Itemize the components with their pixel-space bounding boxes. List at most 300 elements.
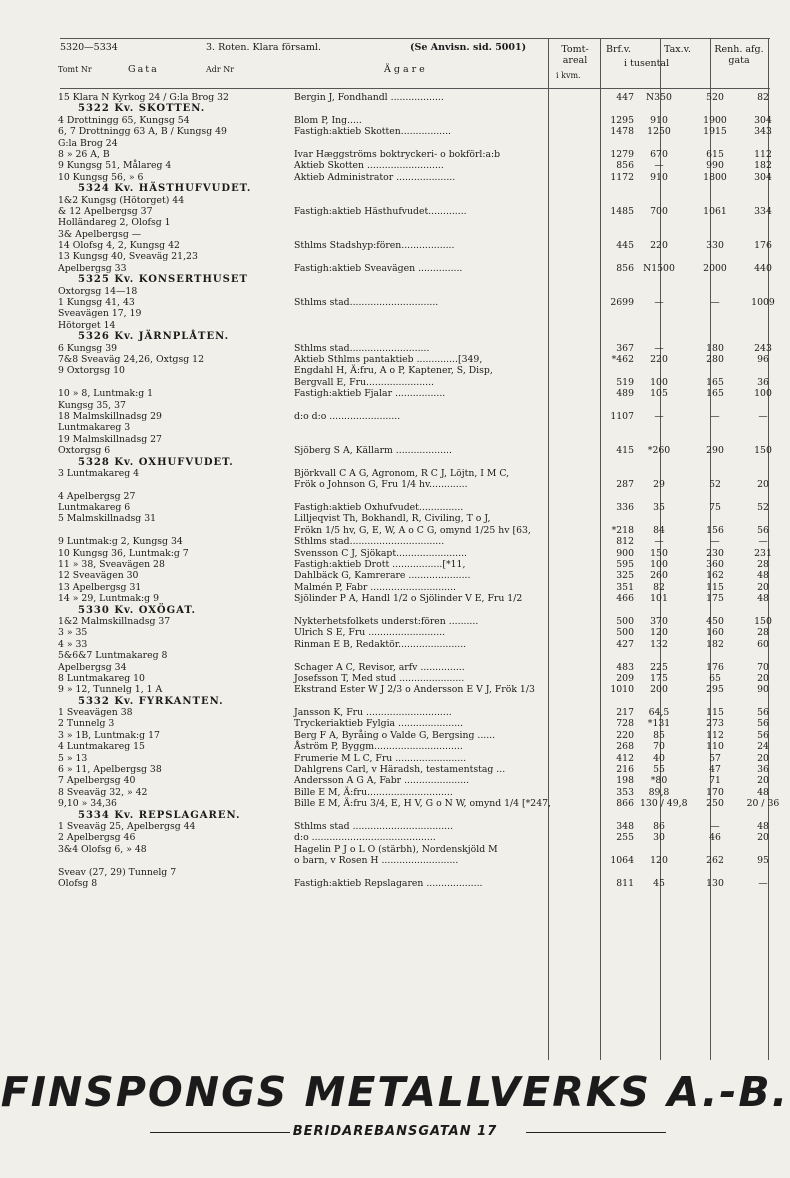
address-cell: Luntmakareg 6 bbox=[58, 502, 131, 514]
tax-value-cell: 262 bbox=[706, 855, 724, 867]
area-cell: 447 bbox=[616, 92, 634, 103]
table-row bbox=[58, 422, 770, 433]
renh-cell: 20 / 36 bbox=[746, 798, 780, 810]
renh-cell: 334 bbox=[754, 205, 772, 217]
owner-cell: Malmén P, Fabr ............................. bbox=[294, 581, 456, 593]
brf-value-cell: — bbox=[654, 297, 664, 309]
area-cell: 856 bbox=[616, 262, 634, 274]
area-cell: 1485 bbox=[610, 205, 634, 217]
table-row bbox=[58, 525, 770, 536]
address-cell: Sveav (27, 29) Tunnelg 7 bbox=[58, 866, 177, 878]
brf-value-cell: — bbox=[654, 410, 664, 422]
table-row bbox=[58, 92, 770, 103]
tax-value-cell: 65 bbox=[709, 672, 721, 684]
tax-value-cell: 330 bbox=[706, 240, 724, 252]
owner-cell: Fastigh:aktieb Oxhufvudet............... bbox=[294, 502, 464, 514]
renh-cell: 343 bbox=[754, 126, 772, 138]
block-heading bbox=[58, 103, 770, 114]
renh-cell: 440 bbox=[754, 262, 772, 274]
address-cell: 14 » 29, Luntmak:g 9 bbox=[58, 593, 159, 605]
renh-cell: 20 bbox=[757, 752, 769, 764]
owner-cell: Tryckeriaktieb Fylgia ...................... bbox=[294, 718, 464, 730]
brf-value-cell: 700 bbox=[650, 205, 668, 217]
address-cell: Oxtorgsg 14—18 bbox=[58, 285, 138, 297]
address-cell: 3 Luntmakareg 4 bbox=[58, 467, 140, 479]
renh-cell: 304 bbox=[754, 171, 772, 183]
owner-cell: Dahlbäck G, Kamrerare ..................... bbox=[294, 570, 471, 582]
owner-cell: Aktieb Skotten .......................... bbox=[294, 160, 444, 172]
see-also-note: (Se Anvisn. sid. 5001) bbox=[410, 42, 527, 53]
owner-cell: Lilljeqvist Th, Bokhandl, R, Civiling, T o J, bbox=[294, 513, 491, 525]
owner-cell: Berg F A, Byråing o Valde G, Bergsing ...... bbox=[294, 729, 496, 741]
tax-value-cell: 520 bbox=[706, 92, 724, 103]
table-row bbox=[58, 639, 770, 650]
table-row bbox=[58, 730, 770, 741]
tax-value-cell: 450 bbox=[706, 615, 724, 627]
block-title: 5322 Kv. SKOTTEN. bbox=[78, 103, 206, 115]
owner-cell: Jansson K, Fru ............................. bbox=[294, 707, 452, 719]
advert-company-name: FINSPONGS METALLVERKS A.-B. bbox=[0, 1068, 790, 1116]
area-cell: 519 bbox=[616, 376, 634, 388]
renh-cell: 48 bbox=[757, 821, 769, 832]
brf-value-cell: — bbox=[654, 342, 664, 354]
owner-cell: Engdahl H, Ä:fru, A o P, Kaptener, S, Disp, bbox=[294, 365, 493, 377]
address-cell: 5&6&7 Luntmakareg 8 bbox=[58, 650, 168, 662]
owner-cell: Ulrich S E, Fru .......................... bbox=[294, 627, 446, 639]
owner-cell: Schager A C, Revisor, arfv ............... bbox=[294, 661, 465, 673]
renh-cell: 36 bbox=[757, 376, 769, 388]
brf-value-cell: 55 bbox=[653, 764, 665, 776]
area-cell: 483 bbox=[616, 661, 634, 673]
owner-cell: Rinman E B, Redaktör....................... bbox=[294, 638, 467, 650]
brf-value-cell: 220 bbox=[650, 353, 668, 365]
table-row bbox=[58, 491, 770, 502]
tax-value-cell: 112 bbox=[706, 729, 724, 741]
owner-cell: Ekstrand Ester W J 2/3 o Andersson E V J, Frök 1/3 bbox=[294, 684, 535, 696]
area-cell: 500 bbox=[616, 615, 634, 627]
table-row bbox=[58, 650, 770, 661]
table-row bbox=[58, 616, 770, 627]
address-cell: 13 Kungsg 40, Sveaväg 21,23 bbox=[58, 251, 198, 263]
table-row bbox=[58, 400, 770, 411]
address-cell: 9 Luntmak:g 2, Kungsg 34 bbox=[58, 536, 183, 548]
brf-value-cell: 45 bbox=[653, 877, 665, 889]
address-cell: 3 » 1B, Luntmak:g 17 bbox=[58, 729, 160, 741]
address-cell: Hötorget 14 bbox=[58, 319, 116, 331]
renh-cell: 243 bbox=[754, 342, 772, 354]
address-cell: 13 Apelbergsg 31 bbox=[58, 581, 142, 593]
brf-value-cell: 120 bbox=[650, 855, 668, 867]
address-cell: 3 » 35 bbox=[58, 627, 88, 639]
address-cell: 9 Kungsg 51, Målareg 4 bbox=[58, 160, 172, 172]
brf-value-cell: 89,8 bbox=[648, 786, 670, 798]
area-cell: 412 bbox=[616, 752, 634, 764]
col-header-adr-nr: Adr Nr bbox=[206, 65, 235, 74]
brf-value-cell: N350 bbox=[646, 92, 672, 103]
brf-value-cell: *260 bbox=[647, 445, 671, 457]
header-rule bbox=[60, 38, 770, 39]
table-row bbox=[58, 115, 770, 126]
area-cell: 427 bbox=[616, 638, 634, 650]
owner-cell: Fastigh:aktieb Fjalar ................. bbox=[294, 388, 446, 400]
area-cell: 856 bbox=[616, 160, 634, 172]
brf-value-cell: 84 bbox=[653, 524, 665, 536]
address-cell: 5 Malmskillnadsg 31 bbox=[58, 513, 157, 525]
owner-cell: o barn, v Rosen H .......................... bbox=[294, 855, 459, 867]
renh-cell: 96 bbox=[757, 353, 769, 365]
owner-cell: Frumerie M L C, Fru ........................ bbox=[294, 752, 467, 764]
area-cell: 466 bbox=[616, 593, 634, 605]
table-row bbox=[58, 513, 770, 524]
renh-cell: 100 bbox=[754, 388, 772, 400]
address-cell: 5 » 13 bbox=[58, 752, 88, 764]
tax-value-cell: 57 bbox=[709, 752, 721, 764]
tax-value-cell: 75 bbox=[709, 502, 721, 514]
renh-cell: 48 bbox=[757, 786, 769, 798]
table-row bbox=[58, 536, 770, 547]
address-cell: 14 Olofsg 4, 2, Kungsg 42 bbox=[58, 240, 180, 252]
tax-value-cell: 170 bbox=[706, 786, 724, 798]
table-row bbox=[58, 855, 770, 866]
address-cell: 4 Luntmakareg 15 bbox=[58, 741, 145, 753]
block-title: 5325 Kv. KONSERTHUSET bbox=[78, 274, 248, 286]
address-cell: Oxtorgsg 6 bbox=[58, 445, 111, 457]
renh-cell: 56 bbox=[757, 729, 769, 741]
owner-cell: Frökn 1/5 hv, G, E, W, A o C G, omynd 1/25 hv [63, bbox=[294, 524, 531, 536]
block-title: 5324 Kv. HÄSTHUFVUDET. bbox=[78, 183, 252, 195]
tax-value-cell: 1915 bbox=[703, 126, 727, 138]
renh-cell: 20 bbox=[757, 832, 769, 844]
owner-cell: Bille E M, Ä:fru............................. bbox=[294, 786, 453, 798]
address-cell: 2 Apelbergsg 46 bbox=[58, 832, 136, 844]
tax-value-cell: 250 bbox=[706, 798, 724, 810]
table-row bbox=[58, 149, 770, 160]
renh-cell: 56 bbox=[757, 707, 769, 719]
table-row bbox=[58, 878, 770, 889]
brf-value-cell: 260 bbox=[650, 570, 668, 582]
area-cell: 351 bbox=[616, 581, 634, 593]
renh-cell: 36 bbox=[757, 764, 769, 776]
brf-value-cell: 85 bbox=[653, 729, 665, 741]
address-cell: 10 Kungsg 36, Luntmak:g 7 bbox=[58, 547, 189, 559]
table-row bbox=[58, 718, 770, 729]
table-row bbox=[58, 867, 770, 878]
table-row bbox=[58, 388, 770, 399]
table-row bbox=[58, 160, 770, 171]
address-cell: Luntmakareg 3 bbox=[58, 422, 131, 434]
address-cell: Sveavägen 17, 19 bbox=[58, 308, 142, 320]
renh-cell: 176 bbox=[754, 240, 772, 252]
block-heading bbox=[58, 457, 770, 468]
renh-cell: 28 bbox=[757, 559, 769, 571]
brf-value-cell: 220 bbox=[650, 240, 668, 252]
renh-cell: 70 bbox=[757, 661, 769, 673]
block-title: 5326 Kv. JÄRNPLÅTEN. bbox=[78, 331, 230, 343]
renh-cell: 95 bbox=[757, 855, 769, 867]
address-cell: Apelbergsg 34 bbox=[58, 661, 127, 673]
page-range: 5320—5334 bbox=[60, 42, 118, 53]
owner-cell: Andersson A G A, Fabr ...................... bbox=[294, 775, 470, 787]
table-row bbox=[58, 662, 770, 673]
brf-value-cell: 29 bbox=[653, 479, 665, 491]
area-cell: 1172 bbox=[610, 171, 634, 183]
brf-value-cell: N1500 bbox=[643, 262, 675, 274]
table-row bbox=[58, 502, 770, 513]
address-cell: 6, 7 Drottningg 63 A, B / Kungsg 49 bbox=[58, 126, 227, 138]
tax-value-cell: 115 bbox=[706, 707, 724, 719]
tax-value-cell: 990 bbox=[706, 160, 724, 172]
block-title: 5330 Kv. OXÖGAT. bbox=[78, 604, 196, 616]
area-cell: 336 bbox=[616, 502, 634, 514]
tax-value-cell: 280 bbox=[706, 353, 724, 365]
address-cell: 19 Malmskillnadsg 27 bbox=[58, 433, 162, 445]
col-header-renh: Renh. afg. gata bbox=[714, 44, 764, 66]
table-row bbox=[58, 787, 770, 798]
area-cell: 287 bbox=[616, 479, 634, 491]
owner-cell: Fastigh:aktieb Hästhufvudet............. bbox=[294, 205, 467, 217]
table-row bbox=[58, 354, 770, 365]
table-row bbox=[58, 753, 770, 764]
owner-cell: Sthlms Stadshyp:fören.................. bbox=[294, 240, 455, 252]
renh-cell: 112 bbox=[754, 148, 772, 160]
renh-cell: — bbox=[758, 536, 768, 548]
address-cell: 8 » 26 A, B bbox=[58, 148, 110, 160]
district-title: 3. Roten. Klara församl. bbox=[206, 42, 321, 53]
tax-value-cell: 182 bbox=[706, 638, 724, 650]
table-row bbox=[58, 582, 770, 593]
owner-cell: Sjölinder P A, Handl 1/2 o Sjölinder V E, Fru 1/2 bbox=[294, 593, 523, 605]
address-cell: 4 » 33 bbox=[58, 638, 88, 650]
col-header-tax-v: Tax.v. bbox=[664, 44, 691, 55]
table-row bbox=[58, 741, 770, 752]
address-cell: 7 Apelbergsg 40 bbox=[58, 775, 136, 787]
table-row bbox=[58, 821, 770, 832]
owner-cell: Svensson C J, Sjökapt........................ bbox=[294, 547, 467, 559]
brf-value-cell: 670 bbox=[650, 148, 668, 160]
table-row bbox=[58, 434, 770, 445]
table-row bbox=[58, 365, 770, 376]
renh-cell: 48 bbox=[757, 593, 769, 605]
renh-cell: 52 bbox=[757, 502, 769, 514]
renh-cell: 20 bbox=[757, 581, 769, 593]
brf-value-cell: 30 bbox=[653, 832, 665, 844]
address-cell: G:la Brog 24 bbox=[58, 137, 118, 149]
area-cell: 2699 bbox=[610, 297, 634, 309]
tax-value-cell: 115 bbox=[706, 581, 724, 593]
table-row bbox=[58, 172, 770, 183]
col-header-agare: Ägare bbox=[384, 64, 428, 75]
brf-value-cell: 35 bbox=[653, 502, 665, 514]
tax-value-cell: 1800 bbox=[703, 171, 727, 183]
area-cell: 1010 bbox=[610, 684, 634, 696]
table-row bbox=[58, 263, 770, 274]
owner-cell: Josefsson T, Med stud ...................... bbox=[294, 672, 465, 684]
table-row bbox=[58, 240, 770, 251]
area-cell: 367 bbox=[616, 342, 634, 354]
brf-value-cell: 225 bbox=[650, 661, 668, 673]
renh-cell: 60 bbox=[757, 638, 769, 650]
owner-cell: Hagelin P J o L O (stärbh), Nordenskjöld M bbox=[294, 843, 498, 855]
tax-value-cell: 110 bbox=[706, 741, 724, 753]
table-row bbox=[58, 217, 770, 228]
area-cell: 900 bbox=[616, 547, 634, 559]
address-cell: Holländareg 2, Olofsg 1 bbox=[58, 217, 171, 229]
address-cell: 1 Sveavägen 38 bbox=[58, 707, 133, 719]
address-cell: & 12 Apelbergsg 37 bbox=[58, 205, 153, 217]
owner-cell: d:o .......................................... bbox=[294, 832, 436, 844]
owner-cell: Aktieb Sthlms pantaktieb ..............[349, bbox=[294, 353, 483, 365]
brf-value-cell: 101 bbox=[650, 593, 668, 605]
table-row bbox=[58, 627, 770, 638]
header-bottom-rule bbox=[60, 88, 770, 89]
area-cell: 415 bbox=[616, 445, 634, 457]
owner-cell: Åström P, Byggm.............................. bbox=[294, 741, 463, 753]
owner-cell: Björkvall C A G, Agronom, R C J, Löjtn, I M C, bbox=[294, 467, 510, 479]
address-cell: 3& Apelbergsg — bbox=[58, 228, 142, 240]
tax-value-cell: 46 bbox=[709, 832, 721, 844]
block-heading bbox=[58, 605, 770, 616]
tax-value-cell: 71 bbox=[709, 775, 721, 787]
address-cell: 3&4 Olofsg 6, » 48 bbox=[58, 843, 147, 855]
address-cell: 15 Klara N Kyrkog 24 / G:la Brog 32 bbox=[58, 92, 229, 103]
renh-cell: 90 bbox=[757, 684, 769, 696]
brf-value-cell: 370 bbox=[650, 615, 668, 627]
table-row bbox=[58, 377, 770, 388]
brf-value-cell: 105 bbox=[650, 388, 668, 400]
address-cell: 8 Luntmakareg 10 bbox=[58, 672, 145, 684]
area-cell: 866 bbox=[616, 798, 634, 810]
address-cell: 10 Kungsg 56, » 6 bbox=[58, 171, 144, 183]
owner-cell: Sthlms stad .................................. bbox=[294, 821, 454, 832]
address-cell: 4 Apelbergsg 27 bbox=[58, 490, 136, 502]
tax-value-cell: 47 bbox=[709, 764, 721, 776]
area-cell: 325 bbox=[616, 570, 634, 582]
tax-value-cell: 130 bbox=[706, 877, 724, 889]
tax-value-cell: 165 bbox=[706, 376, 724, 388]
block-heading bbox=[58, 183, 770, 194]
tax-value-cell: — bbox=[710, 297, 720, 309]
owner-cell: Fastigh:aktieb Skotten................. bbox=[294, 126, 452, 138]
col-header-brf-v: Brf.v. bbox=[606, 44, 631, 55]
tax-value-cell: 1061 bbox=[703, 205, 727, 217]
area-cell: 1107 bbox=[610, 410, 634, 422]
renh-cell: 150 bbox=[754, 445, 772, 457]
table-row bbox=[58, 798, 780, 810]
owner-cell: Bergvall E, Fru....................... bbox=[294, 376, 434, 388]
address-cell: 7&8 Sveaväg 24,26, Oxtgsg 12 bbox=[58, 353, 205, 365]
address-cell: 1 Sveaväg 25, Apelbergsg 44 bbox=[58, 821, 196, 832]
address-cell: 10 » 8, Luntmak:g 1 bbox=[58, 388, 154, 400]
address-cell: 6 » 11, Apelbergsg 38 bbox=[58, 764, 162, 776]
renh-cell: 20 bbox=[757, 479, 769, 491]
area-cell: 728 bbox=[616, 718, 634, 730]
col-header-tomt-nr: Tomt Nr bbox=[58, 65, 92, 74]
address-cell: 11 » 38, Sveavägen 28 bbox=[58, 559, 165, 571]
area-cell: 1295 bbox=[610, 114, 634, 126]
table-row bbox=[58, 684, 770, 695]
col-header-kvm: i kvm. bbox=[556, 71, 581, 80]
table-row bbox=[58, 775, 770, 786]
tax-value-cell: 230 bbox=[706, 547, 724, 559]
renh-cell: 20 bbox=[757, 775, 769, 787]
area-cell: 1478 bbox=[610, 126, 634, 138]
tax-value-cell: 52 bbox=[709, 479, 721, 491]
table-row bbox=[58, 343, 770, 354]
renh-cell: 231 bbox=[754, 547, 772, 559]
owner-cell: Sthlms stad........................... bbox=[294, 342, 430, 354]
brf-value-cell: 910 bbox=[650, 171, 668, 183]
brf-value-cell: *131 bbox=[647, 718, 671, 730]
renh-cell: 48 bbox=[757, 570, 769, 582]
table-row bbox=[58, 195, 770, 206]
table-row bbox=[58, 593, 770, 604]
area-cell: 348 bbox=[616, 821, 634, 832]
area-cell: 255 bbox=[616, 832, 634, 844]
address-cell: 2 Tunnelg 3 bbox=[58, 718, 115, 730]
renh-cell: 24 bbox=[757, 741, 769, 753]
property-table bbox=[58, 92, 780, 889]
address-cell: 6 Kungsg 39 bbox=[58, 342, 118, 354]
block-title: 5334 Kv. REPSLAGAREN. bbox=[78, 809, 241, 821]
brf-value-cell: 100 bbox=[650, 376, 668, 388]
tax-value-cell: 2000 bbox=[703, 262, 727, 274]
table-row bbox=[58, 206, 770, 217]
brf-value-cell: 130 / 49,8 bbox=[640, 798, 688, 810]
address-cell: 1 Kungsg 41, 43 bbox=[58, 297, 135, 309]
block-heading bbox=[58, 274, 770, 285]
table-row bbox=[58, 297, 775, 309]
area-cell: 353 bbox=[616, 786, 634, 798]
address-cell: Apelbergsg 33 bbox=[58, 262, 127, 274]
owner-cell: Sjöberg S A, Källarm ................... bbox=[294, 445, 452, 457]
block-heading bbox=[58, 696, 770, 707]
renh-cell: — bbox=[758, 410, 768, 422]
brf-value-cell: 82 bbox=[653, 581, 665, 593]
tax-value-cell: 176 bbox=[706, 661, 724, 673]
owner-cell: Nykterhetsfolkets underst:fören .......... bbox=[294, 615, 479, 627]
table-row bbox=[58, 673, 770, 684]
renh-cell: 150 bbox=[754, 615, 772, 627]
renh-cell: 82 bbox=[757, 92, 769, 103]
block-title: 5332 Kv. FYRKANTEN. bbox=[78, 695, 224, 707]
table-row bbox=[58, 844, 770, 855]
tax-value-cell: — bbox=[710, 410, 720, 422]
address-cell: 1&2 Kungsg (Hötorget) 44 bbox=[58, 194, 185, 206]
brf-value-cell: 200 bbox=[650, 684, 668, 696]
brf-value-cell: 86 bbox=[653, 821, 665, 832]
area-cell: 198 bbox=[616, 775, 634, 787]
owner-cell: Fastigh:aktieb Repslagaren ................... bbox=[294, 877, 483, 889]
owner-cell: Bille E M, Ä:fru 3/4, E, H V, G o N W, omynd 1/4 [*247, bbox=[294, 798, 552, 810]
brf-value-cell: 100 bbox=[650, 559, 668, 571]
tax-value-cell: 273 bbox=[706, 718, 724, 730]
table-row bbox=[58, 559, 770, 570]
area-cell: 811 bbox=[616, 877, 634, 889]
table-row bbox=[58, 479, 770, 490]
area-cell: 217 bbox=[616, 707, 634, 719]
renh-cell: 1009 bbox=[751, 297, 775, 309]
brf-value-cell: 175 bbox=[650, 672, 668, 684]
brf-value-cell: 1250 bbox=[647, 126, 671, 138]
block-title: 5328 Kv. OXHUFVUDET. bbox=[78, 456, 234, 468]
area-cell: 595 bbox=[616, 559, 634, 571]
brf-value-cell: 150 bbox=[650, 547, 668, 559]
col-header-i-tusental: i tusental bbox=[624, 58, 670, 69]
address-cell: Kungsg 35, 37 bbox=[58, 399, 126, 411]
renh-cell: 28 bbox=[757, 627, 769, 639]
renh-cell: 56 bbox=[757, 718, 769, 730]
owner-cell: Blom P, Ing..... bbox=[294, 114, 362, 126]
